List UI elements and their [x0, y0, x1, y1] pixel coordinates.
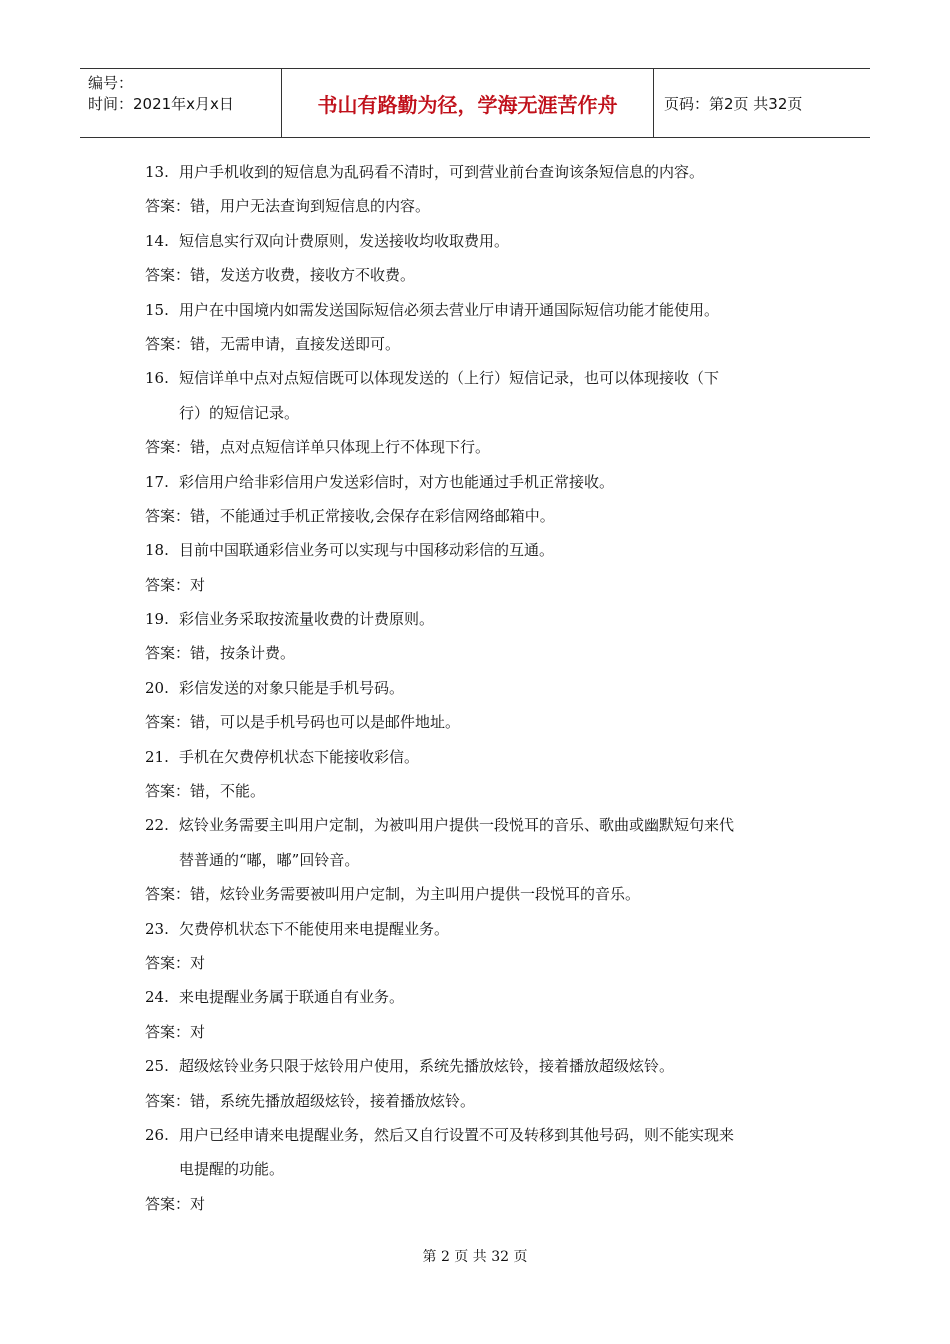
question-number: 17.	[145, 472, 169, 491]
time-label: 时间：2021年x月x日	[88, 95, 234, 113]
question-16-continuation: 行）的短信记录。	[179, 403, 300, 422]
question-text: 超级炫铃业务只限于炫铃用户使用，系统先播放炫铃，接着播放超级炫铃。	[179, 1057, 675, 1076]
answer-17: 答案：错，不能通过手机正常接收,会保存在彩信网络邮箱中。	[145, 506, 555, 525]
question-text: 来电提醒业务属于联通自有业务。	[179, 988, 405, 1007]
serial-label: 编号：	[88, 74, 134, 92]
answer-19: 答案：错，按条计费。	[145, 644, 296, 663]
answer-14: 答案：错，发送方收费，接收方不收费。	[145, 266, 416, 285]
question-text: 用户在中国境内如需发送国际短信必须去营业厅申请开通国际短信功能才能使用。	[179, 300, 720, 319]
question-20	[145, 671, 825, 705]
header-motto: 书山有路勤为径，学海无涯苦作舟	[282, 69, 654, 137]
question-25	[145, 1049, 825, 1083]
question-number: 13.	[145, 163, 169, 181]
question-text: 短信息实行双向计费原则，发送接收均收取费用。	[179, 231, 510, 250]
question-22-continuation: 替普通的“嘟，嘟”回铃音。	[179, 850, 360, 869]
question-15	[145, 293, 825, 327]
question-number: 21.	[145, 747, 169, 766]
question-number: 15.	[145, 300, 169, 319]
page-header	[80, 68, 870, 138]
question-text: 炫铃业务需要主叫用户定制，为被叫用户提供一段悦耳的音乐、歌曲或幽默短句来代	[179, 816, 735, 835]
question-number: 26.	[145, 1125, 169, 1144]
answer-16: 答案：错，点对点短信详单只体现上行不体现下行。	[145, 438, 491, 457]
question-24	[145, 980, 825, 1014]
answer-23: 答案：对	[145, 953, 206, 972]
question-16	[145, 361, 825, 395]
question-number: 18.	[145, 541, 169, 560]
answer-15: 答案：错，无需申请，直接发送即可。	[145, 334, 401, 353]
question-number: 24.	[145, 988, 169, 1007]
header-page-info: 页码：第2页 共32页	[664, 94, 803, 113]
question-13	[145, 155, 825, 189]
question-text: 彩信用户给非彩信用户发送彩信时，对方也能通过手机正常接收。	[179, 472, 615, 491]
question-text: 彩信业务采取按流量收费的计费原则。	[179, 610, 435, 629]
question-text: 短信详单中点对点短信既可以体现发送的（上行）短信记录，也可以体现接收（下	[179, 369, 720, 388]
question-22	[145, 808, 825, 842]
question-19	[145, 602, 825, 636]
answer-21: 答案：错，不能。	[145, 782, 266, 801]
answer-18: 答案：对	[145, 575, 206, 594]
answer-13: 答案：错，用户无法查询到短信息的内容。	[145, 197, 431, 216]
page-footer: 第 2 页 共 32 页	[422, 1249, 528, 1265]
header-meta	[80, 69, 282, 137]
question-number: 19.	[145, 610, 169, 629]
question-text: 欠费停机状态下不能使用来电提醒业务。	[179, 919, 450, 938]
question-18	[145, 533, 825, 567]
question-text: 用户已经申请来电提醒业务，然后又自行设置不可及转移到其他号码，则不能实现来	[179, 1125, 735, 1144]
question-list	[145, 155, 825, 1221]
question-26-continuation: 电提醒的功能。	[179, 1160, 285, 1179]
question-text: 用户手机收到的短信息为乱码看不清时，可到营业前台查询该条短信息的内容。	[179, 163, 705, 181]
question-number: 14.	[145, 231, 169, 250]
answer-25: 答案：错，系统先播放超级炫铃，接着播放炫铃。	[145, 1091, 476, 1110]
answer-24: 答案：对	[145, 1022, 206, 1041]
question-number: 22.	[145, 816, 169, 835]
question-number: 20.	[145, 678, 169, 697]
question-26	[145, 1118, 825, 1152]
question-text: 手机在欠费停机状态下能接收彩信。	[179, 747, 420, 766]
answer-20: 答案：错，可以是手机号码也可以是邮件地址。	[145, 713, 461, 732]
answer-22: 答案：错，炫铃业务需要被叫用户定制，为主叫用户提供一段悦耳的音乐。	[145, 885, 641, 904]
question-number: 16.	[145, 369, 169, 388]
question-14	[145, 224, 825, 258]
answer-26: 答案：对	[145, 1194, 206, 1213]
question-number: 23.	[145, 919, 169, 938]
question-text: 彩信发送的对象只能是手机号码。	[179, 678, 405, 697]
question-text: 目前中国联通彩信业务可以实现与中国移动彩信的互通。	[179, 541, 555, 560]
question-23	[145, 912, 825, 946]
question-17	[145, 465, 825, 499]
question-21	[145, 740, 825, 774]
question-number: 25.	[145, 1057, 169, 1076]
